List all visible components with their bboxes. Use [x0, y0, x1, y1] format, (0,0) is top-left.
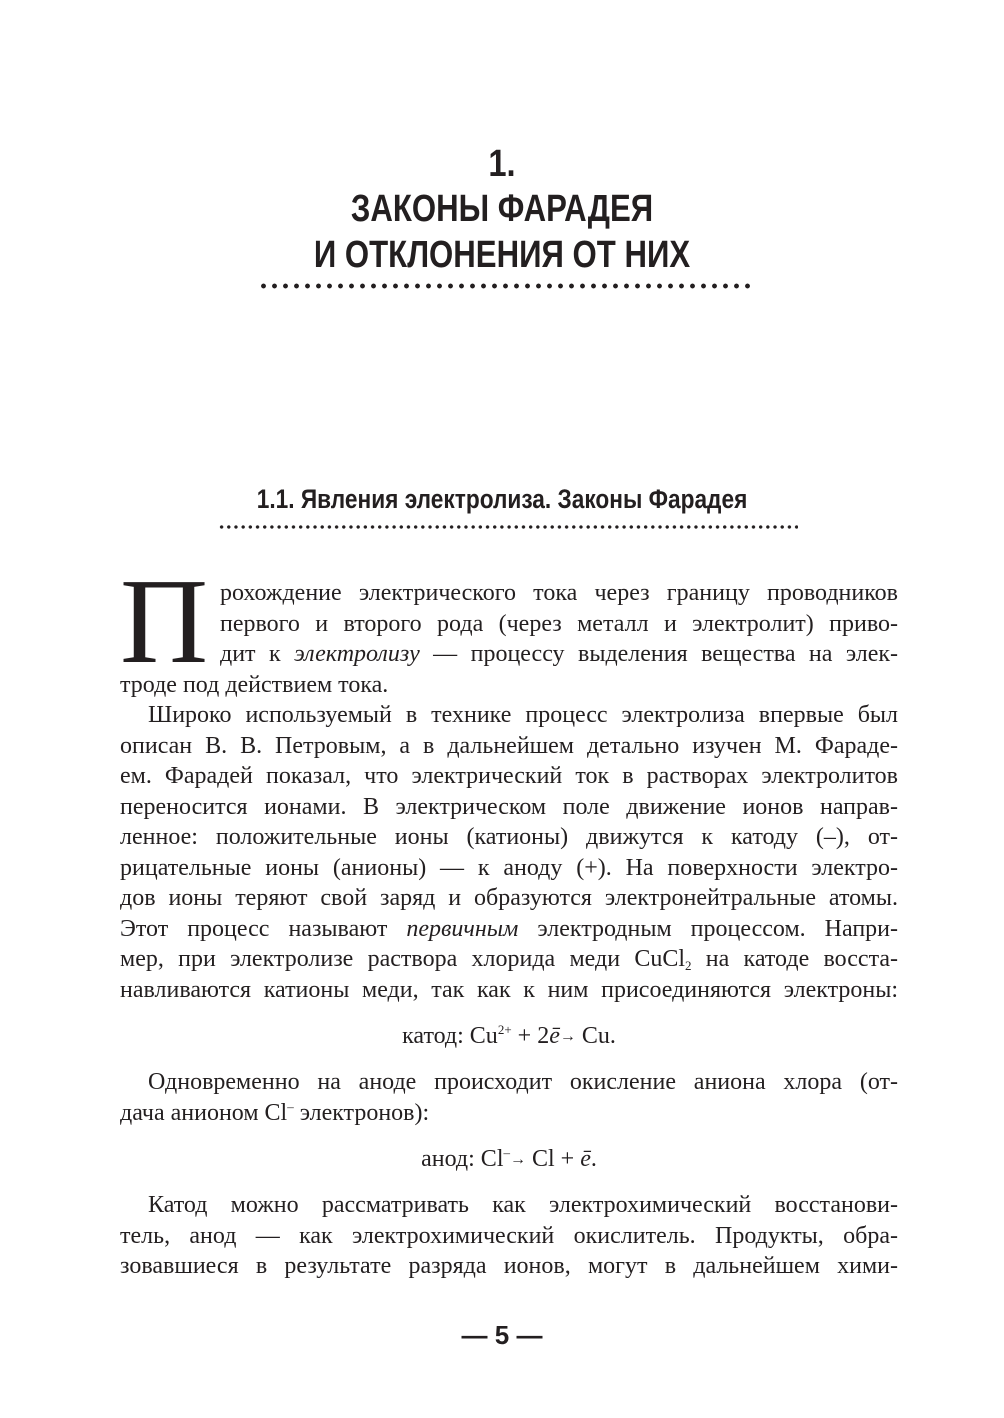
paragraph-4: [120, 1190, 898, 1282]
section-dotted-rule: [218, 524, 798, 530]
superscript: –: [287, 1098, 294, 1114]
superscript: 2+: [497, 1022, 512, 1037]
text-line: рохождение электрического тока через границу проводников: [220, 580, 898, 606]
spacer: [120, 1174, 898, 1190]
text-line: зовавшиеся в результате разряда ионов, могут в дальнейшем хими-: [120, 1253, 898, 1279]
text-line: [120, 639, 898, 670]
text-segment: электродным процессом. Напри-: [518, 915, 898, 942]
paragraph-1: [120, 578, 898, 700]
formula-text: анод: Cl: [421, 1146, 504, 1172]
body-text: [120, 578, 898, 1282]
drop-cap: П: [120, 554, 209, 689]
electron-symbol: ē: [549, 1023, 560, 1049]
text-segment: Этот процесс называют: [120, 915, 407, 942]
cathode-formula: [120, 1021, 898, 1051]
superscript: –: [503, 1145, 510, 1160]
emphasis-term: электролизу: [294, 641, 420, 667]
chapter-number: 1.: [488, 143, 516, 185]
text-line: [120, 1098, 898, 1129]
paragraph-3: [120, 1067, 898, 1128]
text-line: тель, анод — как электрохимический окислитель. Продукты, обра-: [120, 1222, 898, 1249]
text-segment: электронов):: [293, 1099, 430, 1126]
text-line: описан В. В. Петровым, а в дальнейшем детально изучен М. Фараде-: [120, 732, 898, 759]
text-line: дов ионы теряют свой заряд и образуются электронейтральные атомы.: [120, 885, 898, 911]
text-line: ленное: положительные ионы (катионы) движутся к катоду (–), от-: [120, 824, 898, 850]
formula-text: + 2: [511, 1023, 550, 1049]
anode-formula: [120, 1144, 898, 1174]
text-line: Широко используемый в технике процесс электролиза впервые был: [148, 702, 898, 728]
text-line: Одновременно на аноде происходит окисление аниона хлора (от-: [148, 1069, 898, 1095]
chapter-heading: [0, 142, 1004, 278]
chapter-title-line-2: И ОТКЛОНЕНИЯ ОТ НИХ: [313, 234, 691, 276]
text-line: Катод можно рассматривать как электрохимический восстанови-: [148, 1192, 898, 1218]
formula-text: Cu.: [575, 1023, 616, 1049]
text-segment: — процессу выделения вещества на элек-: [419, 641, 898, 667]
text-segment: дача анионом Cl: [120, 1099, 288, 1126]
text-line: ем. Фарадей показал, что электрический ток в растворах электролитов: [120, 763, 898, 789]
formula-text: катод: Cu: [402, 1023, 498, 1049]
section-heading: [0, 482, 1004, 516]
spacer: [120, 1005, 898, 1021]
chapter-title-line-1: ЗАКОНЫ ФАРАДЕЯ: [350, 188, 654, 230]
text-line: [120, 944, 898, 975]
formula-text: Cl +: [525, 1146, 581, 1172]
text-line: [120, 914, 898, 945]
text-line: рицательные ионы (анионы) — к аноду (+). На поверхности электро-: [120, 854, 898, 881]
page-number: — 5 —: [461, 1320, 543, 1350]
text-segment: на катоде восста-: [691, 946, 898, 972]
paragraph-2: [120, 700, 898, 1005]
text-line: первого и второго рода (через металл и электролит) приво-: [220, 610, 898, 637]
text-line: навливаются катионы меди, так как к ним присоединяются электроны:: [120, 976, 898, 1003]
subscript: 2: [685, 958, 692, 973]
text-line: переносится ионами. В электрическом поле движение ионов направ-: [120, 793, 898, 820]
text-line: троде под действием тока.: [120, 671, 389, 698]
emphasis-term: первичным: [406, 915, 519, 942]
chapter-dotted-rule: [258, 282, 756, 290]
text-segment: дит к: [220, 641, 295, 667]
arrow-icon: →: [509, 1151, 526, 1168]
electron-symbol: ē: [580, 1146, 591, 1172]
spacer: [120, 1051, 898, 1067]
formula-text: .: [590, 1146, 597, 1172]
spacer: [120, 1128, 898, 1144]
text-segment: мер, при электролизе раствора хлорида меди CuCl: [120, 946, 685, 972]
arrow-icon: →: [559, 1028, 576, 1045]
section-title: 1.1. Явления электролиза. Законы Фарадея: [256, 484, 748, 514]
